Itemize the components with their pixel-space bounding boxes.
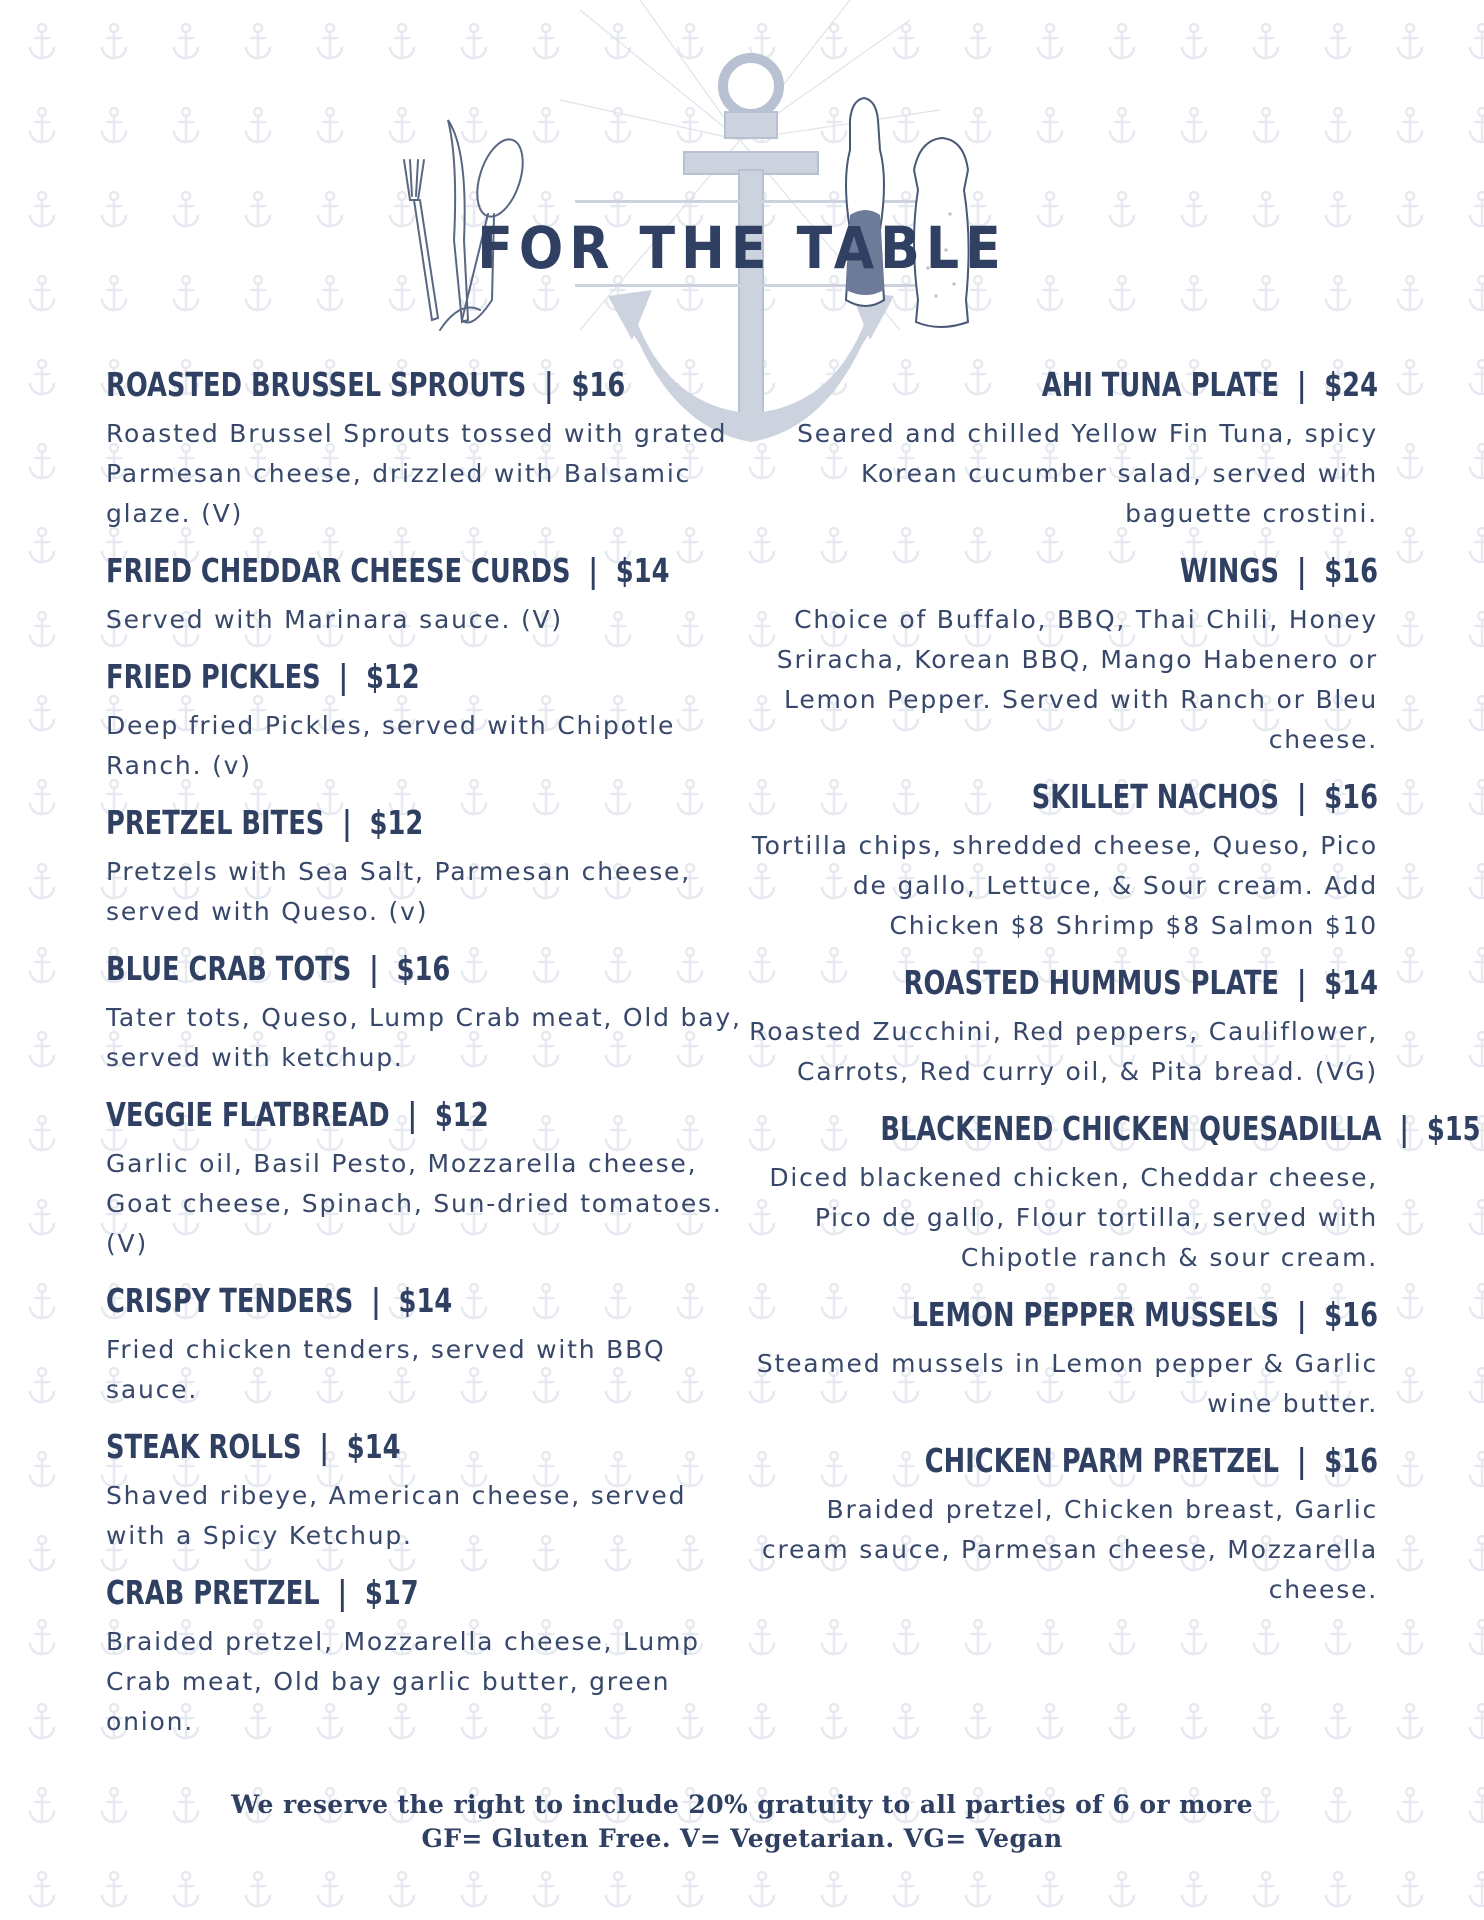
menu-item-name: CRISPY TENDERS | $14 (106, 1281, 453, 1320)
menu-item (106, 360, 746, 534)
menu-item-name: SKILLET NACHOS | $16 (1031, 777, 1378, 816)
menu-item (106, 1276, 746, 1410)
menu-item (740, 360, 1378, 534)
dietary-legend: GF= Gluten Free. V= Vegetarian. VG= Vegan (421, 1824, 1063, 1853)
menu-item-name: PRETZEL BITES | $12 (106, 803, 424, 842)
menu-item-name: AHI TUNA PLATE | $24 (1041, 365, 1378, 404)
menu-item-description: Braided pretzel, Chicken breast, Garlic cream sauce, Parmesan cheese, Mozzarella cheese. (761, 1495, 1378, 1604)
gratuity-notice: We reserve the right to include 20% gratuity to all parties of 6 or more (231, 1790, 1253, 1819)
menu-item (106, 1422, 746, 1556)
menu-item (740, 772, 1378, 946)
menu-item-description: Braided pretzel, Mozzarella cheese, Lump Crab meat, Old bay garlic butter, green onion. (106, 1627, 700, 1736)
menu-item-description: Seared and chilled Yellow Fin Tuna, spicy Korean cucumber salad, served with baguette crostini. (797, 419, 1378, 528)
salt-pepper-shakers-icon (846, 98, 969, 327)
menu-title: FOR THE TABLE (477, 214, 1007, 282)
menu-item (106, 798, 746, 932)
menu-item (740, 1104, 1481, 1278)
menu-item-description: Garlic oil, Basil Pesto, Mozzarella cheese, Goat cheese, Spinach, Sun-dried tomatoes. (V) (106, 1149, 723, 1258)
menu-item (106, 1568, 746, 1742)
left-column (106, 360, 746, 1754)
menu-item (740, 1290, 1378, 1424)
menu-item-description: Steamed mussels in Lemon pepper & Garlic wine butter. (756, 1349, 1378, 1418)
menu-item-name: VEGGIE FLATBREAD | $12 (106, 1095, 489, 1134)
menu-item (740, 546, 1378, 760)
menu-item (740, 1436, 1378, 1610)
menu-item-name: ROASTED BRUSSEL SPROUTS | $16 (106, 365, 626, 404)
menu-item-description: Choice of Buffalo, BBQ, Thai Chili, Honey Sriracha, Korean BBQ, Mango Habenero or Lemon Pepper. Served with Ranch or Bleu cheese. (776, 605, 1378, 754)
menu-item-name: BLUE CRAB TOTS | $16 (106, 949, 451, 988)
menu-item-name: CRAB PRETZEL | $17 (106, 1573, 419, 1612)
menu-item-name: FRIED PICKLES | $12 (106, 657, 420, 696)
menu-item-description: Tortilla chips, shredded cheese, Queso, Pico de gallo, Lettuce, & Sour cream. Add Chicken $8 Shrimp $8 Salmon $10 (751, 831, 1378, 940)
menu-item-description: Tater tots, Queso, Lump Crab meat, Old bay, served with ketchup. (106, 1003, 742, 1072)
menu-footer (0, 1788, 1484, 1856)
menu-item (740, 958, 1378, 1092)
menu-item (106, 652, 746, 786)
menu-item-name: CHICKEN PARM PRETZEL | $16 (924, 1441, 1378, 1480)
menu-item-name: FRIED CHEDDAR CHEESE CURDS | $14 (106, 551, 670, 590)
menu-item (106, 944, 746, 1078)
menu-item-description: Served with Marinara sauce. (V) (106, 605, 563, 634)
menu-item-description: Shaved ribeye, American cheese, served with a Spicy Ketchup. (106, 1481, 687, 1550)
menu-item-name: WINGS | $16 (1179, 551, 1378, 590)
menu-item (106, 1090, 746, 1264)
menu-item-description: Deep fried Pickles, served with Chipotle Ranch. (v) (106, 711, 676, 780)
menu-item-name: ROASTED HUMMUS PLATE | $14 (903, 963, 1378, 1002)
menu-item-description: Diced blackened chicken, Cheddar cheese, Pico de gallo, Flour tortilla, served with Chipotle ranch & sour cream. (769, 1163, 1378, 1272)
right-column (740, 360, 1481, 1622)
menu-item-description: Roasted Zucchini, Red peppers, Cauliflower, Carrots, Red curry oil, & Pita bread. (VG) (749, 1017, 1378, 1086)
menu-item-name: STEAK ROLLS | $14 (106, 1427, 401, 1466)
menu-item-description: Pretzels with Sea Salt, Parmesan cheese, served with Queso. (v) (106, 857, 691, 926)
menu-item-name: LEMON PEPPER MUSSELS | $16 (911, 1295, 1378, 1334)
menu-item-description: Fried chicken tenders, served with BBQ sauce. (106, 1335, 666, 1404)
menu-item (106, 546, 746, 640)
menu-item-name: BLACKENED CHICKEN QUESADILLA | $15 (880, 1109, 1481, 1148)
menu-item-description: Roasted Brussel Sprouts tossed with grated Parmesan cheese, drizzled with Balsamic glaze. (V) (106, 419, 728, 528)
